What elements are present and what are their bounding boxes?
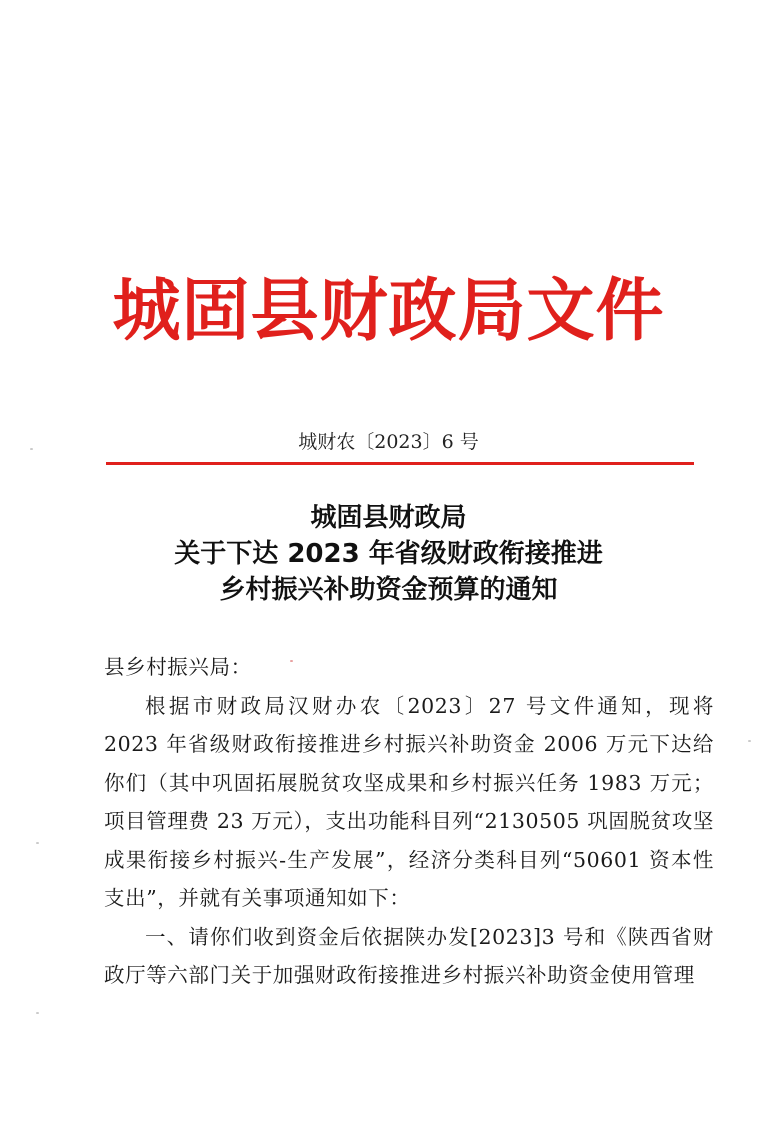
notice-title-line-3: 乡村振兴补助资金预算的通知	[219, 575, 558, 605]
body-paragraph-1: 根据市财政局汉财办农〔2023〕27 号文件通知，现将 2023 年省级财政衔接推进乡村振兴补助资金 2006 万元下达给你们（其中巩固拓展脱贫攻坚成果和乡村振兴任务 1983 万元；项目管理费 23 万元），支出功能科目列“2130505 巩固脱贫攻坚成果衔接乡村振兴-生产发展”，经济分类科目列“50601 资本性支出”，并就有关事项通知如下：	[104, 693, 714, 910]
salutation: 县乡村振兴局：	[104, 655, 252, 679]
notice-title-line-1: 城固县财政局	[310, 503, 467, 533]
document-masthead: 城固县财政局文件	[112, 271, 665, 351]
document-number: 城财农〔2023〕6 号	[298, 431, 479, 453]
red-divider-line	[106, 462, 694, 465]
notice-title-line-2: 关于下达 2023 年省级财政衔接推进	[174, 539, 603, 569]
scan-speck	[30, 448, 33, 450]
notice-body	[104, 648, 714, 995]
body-paragraph-2: 一、请你们收到资金后依据陕办发[2023]3 号和《陕西省财政厅等六部门关于加强财政衔接推进乡村振兴补助资金使用管理	[104, 924, 714, 987]
scan-speck	[748, 740, 751, 742]
notice-title	[0, 500, 777, 608]
scan-speck	[36, 842, 39, 844]
scan-speck	[36, 1012, 39, 1014]
scan-speck	[290, 660, 293, 662]
